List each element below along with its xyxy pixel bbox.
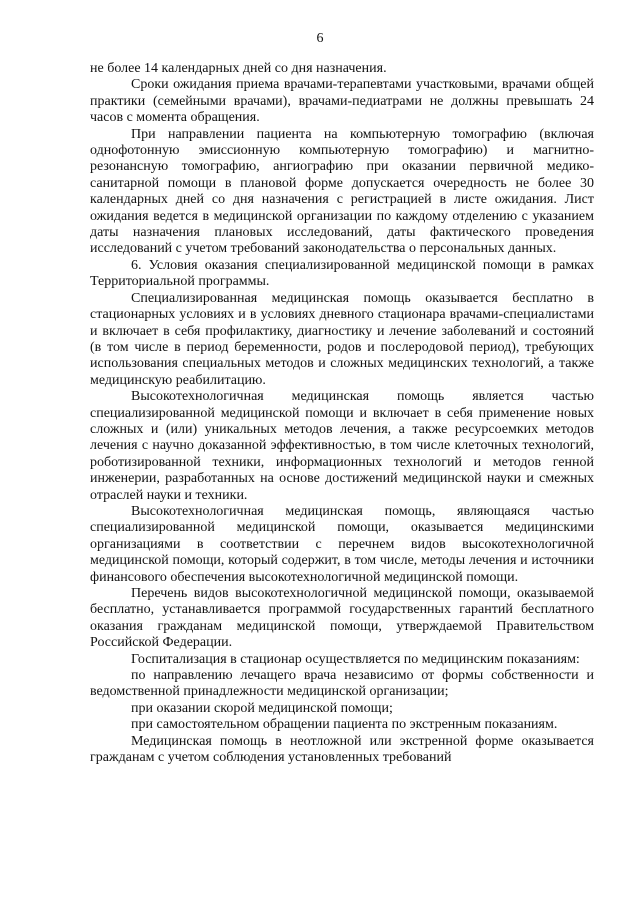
paragraph-high-tech-organizations: Высокотехнологичная медицинская помощь, являющаяся частью специализированной медицинской помощи, оказывается медицинскими организациями в соответствии с перечнем видов высокотехнологичной медицинской помощи, который содержит, в том числе, методы лечения и источники финансового обеспечения высокотехнологичной медицинской помощи.: [90, 503, 594, 585]
section-heading-6: 6. Условия оказания специализированной медицинской помощи в рамках Территориальной программы.: [90, 257, 594, 290]
paragraph-hospitalization: Госпитализация в стационар осуществляется по медицинским показаниям:: [131, 651, 580, 667]
list-item-ambulance: при оказании скорой медицинской помощи;: [131, 700, 393, 716]
list-item-referral: по направлению лечащего врача независимо от формы собственности и ведомственной принадлежности медицинской организации;: [90, 668, 594, 700]
paragraph-emergency-care: Медицинская помощь в неотложной или экстренной форме оказывается гражданам с учетом соблюдения установленных требований: [90, 733, 594, 766]
paragraph-specialized-care: Специализированная медицинская помощь оказывается бесплатно в стационарных условиях и в условиях дневного стационара врачами-специалистами и включает в себя профилактику, диагностику и лечение заболеваний и состояний (в том числе в период беременности, родов и послеродовой период), требующих использования специальных методов и сложных медицинских технологий, а также медицинскую реабилитацию.: [90, 290, 594, 388]
paragraph-high-tech-care: Высокотехнологичная медицинская помощь является частью специализированной медицинской помощи и включает в себя применение новых сложных и (или) уникальных методов лечения, а также ресурсоемких методов лечения с научно доказанной эффективностью, в том числе клеточных технологий, роботизированной техники, информационных технологий и методов генной инженерии, разработанных на основе достижений медицинской науки и смежных отраслей науки и техники.: [90, 389, 594, 503]
list-item-self-referral: при самостоятельном обращении пациента по экстренным показаниям.: [131, 717, 558, 733]
page-number: 6: [316, 31, 324, 46]
paragraph-waiting-times: Сроки ожидания приема врачами-терапевтами участковыми, врачами общей практики (семейными врачами), врачами-педиатрами не должны превышать 24 часов с момента обращения.: [90, 77, 594, 126]
paragraph-continuation: не более 14 календарных дней со дня назначения.: [90, 61, 387, 76]
paragraph-high-tech-list: Перечень видов высокотехнологичной медицинской помощи, оказываемой бесплатно, устанавливается программой государственных гарантий бесплатного оказания гражданам медицинской помощи, утверждаемой Правительством Российской Федерации.: [90, 586, 594, 651]
paragraph-tomography: При направлении пациента на компьютерную томографию (включая однофотонную эмиссионную компьютерную томографию) и магнитно-резонансную томографию, ангиографию при оказании первичной медико-санитарной помощи в плановой форме допускается очередность не более 30 календарных дней со дня назначения с регистрацией в листе ожидания. Лист ожидания ведется в медицинской организации по каждому отделению с указанием даты назначения плановых исследований, даты фактического проведения исследований с учетом требований законодательства о персональных данных.: [90, 126, 594, 257]
document-body: [90, 61, 594, 766]
